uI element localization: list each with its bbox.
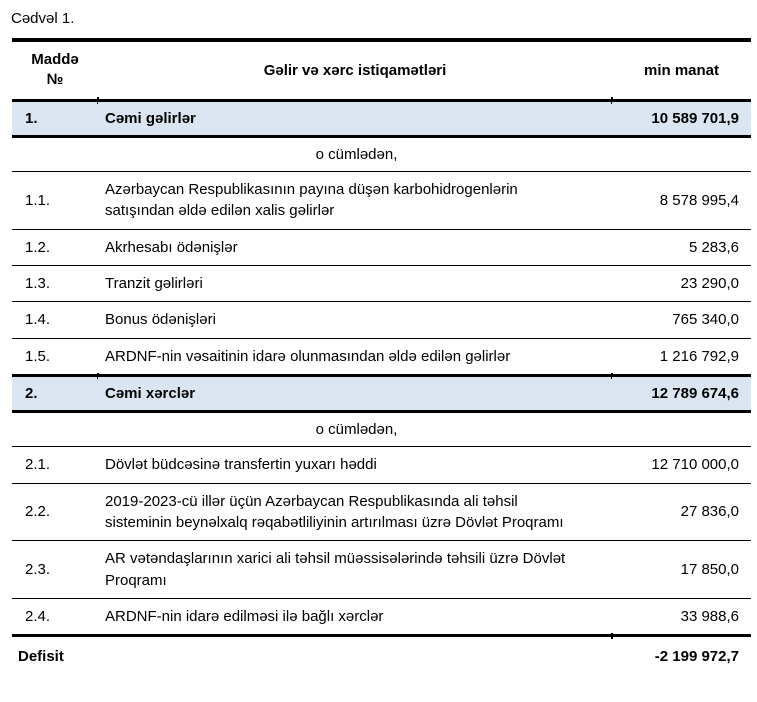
row-value: 12 789 674,6 <box>612 375 751 411</box>
row-number: 1.1. <box>12 172 98 230</box>
row-label: Tranzit gəlirləri <box>98 265 612 301</box>
deficit-value: -2 199 972,7 <box>612 636 751 677</box>
column-header-directions: Gəlir və xərc istiqamətləri <box>98 40 612 100</box>
column-header-min-manat: min manat <box>612 40 751 100</box>
row-number: 1. <box>12 100 98 136</box>
column-header-madde-no: Maddə № <box>12 40 98 100</box>
table-row-1-1 <box>12 172 751 230</box>
note-label: o cümlədən, <box>12 412 751 447</box>
note-row <box>12 412 751 447</box>
row-number: 2.4. <box>12 598 98 635</box>
deficit-label: Defisit <box>12 636 612 677</box>
row-value: 10 589 701,9 <box>612 100 751 136</box>
table-row-2-4 <box>12 598 751 635</box>
table-row-total-expenses <box>12 375 751 411</box>
note-label: o cümlədən, <box>12 136 751 171</box>
row-value: 23 290,0 <box>612 265 751 301</box>
table-row-1-5 <box>12 338 751 375</box>
row-value: 5 283,6 <box>612 229 751 265</box>
document-caption: Cədvəl 1. <box>11 10 75 27</box>
deficit-row <box>12 636 751 677</box>
row-label: AR vətəndaşlarının xarici ali təhsil müəssisələrində təhsili üzrə Dövlət Proqramı <box>98 541 612 599</box>
row-value: 17 850,0 <box>612 541 751 599</box>
row-number: 2.1. <box>12 447 98 483</box>
row-label: ARDNF-nin vəsaitinin idarə olunmasından əldə edilən gəlirlər <box>98 338 612 375</box>
row-number: 1.2. <box>12 229 98 265</box>
table-row-1-3 <box>12 265 751 301</box>
row-number: 2.3. <box>12 541 98 599</box>
row-label: Bonus ödənişləri <box>98 302 612 338</box>
table-row-2-1 <box>12 447 751 483</box>
table-row-total-incomes <box>12 100 751 136</box>
table-header-row <box>12 40 751 100</box>
row-label: Dövlət büdcəsinə transfertin yuxarı həddi <box>98 447 612 483</box>
table-row-1-2 <box>12 229 751 265</box>
budget-table <box>12 38 751 677</box>
table-row-2-2 <box>12 483 751 541</box>
row-value: 27 836,0 <box>612 483 751 541</box>
row-number: 1.4. <box>12 302 98 338</box>
row-value: 8 578 995,4 <box>612 172 751 230</box>
row-number: 2. <box>12 375 98 411</box>
row-label: Cəmi gəlirlər <box>98 100 612 136</box>
table-row-2-3 <box>12 541 751 599</box>
row-label: Azərbaycan Respublikasının payına düşən karbohidrogenlərin satışından əldə edilən xalis gəlirlər <box>98 172 612 230</box>
row-label: Cəmi xərclər <box>98 375 612 411</box>
row-label: ARDNF-nin idarə edilməsi ilə bağlı xərclər <box>98 598 612 635</box>
row-value: 33 988,6 <box>612 598 751 635</box>
row-value: 1 216 792,9 <box>612 338 751 375</box>
row-number: 1.3. <box>12 265 98 301</box>
row-label: Akrhesabı ödənişlər <box>98 229 612 265</box>
note-row <box>12 136 751 171</box>
row-value: 12 710 000,0 <box>612 447 751 483</box>
row-number: 2.2. <box>12 483 98 541</box>
row-value: 765 340,0 <box>612 302 751 338</box>
row-label: 2019-2023-cü illər üçün Azərbaycan Respublikasında ali təhsil sisteminin beynəlxalq rəqabətliliyinin artırılması üzrə Dövlət Proqramı <box>98 483 612 541</box>
table-row-1-4 <box>12 302 751 338</box>
row-number: 1.5. <box>12 338 98 375</box>
